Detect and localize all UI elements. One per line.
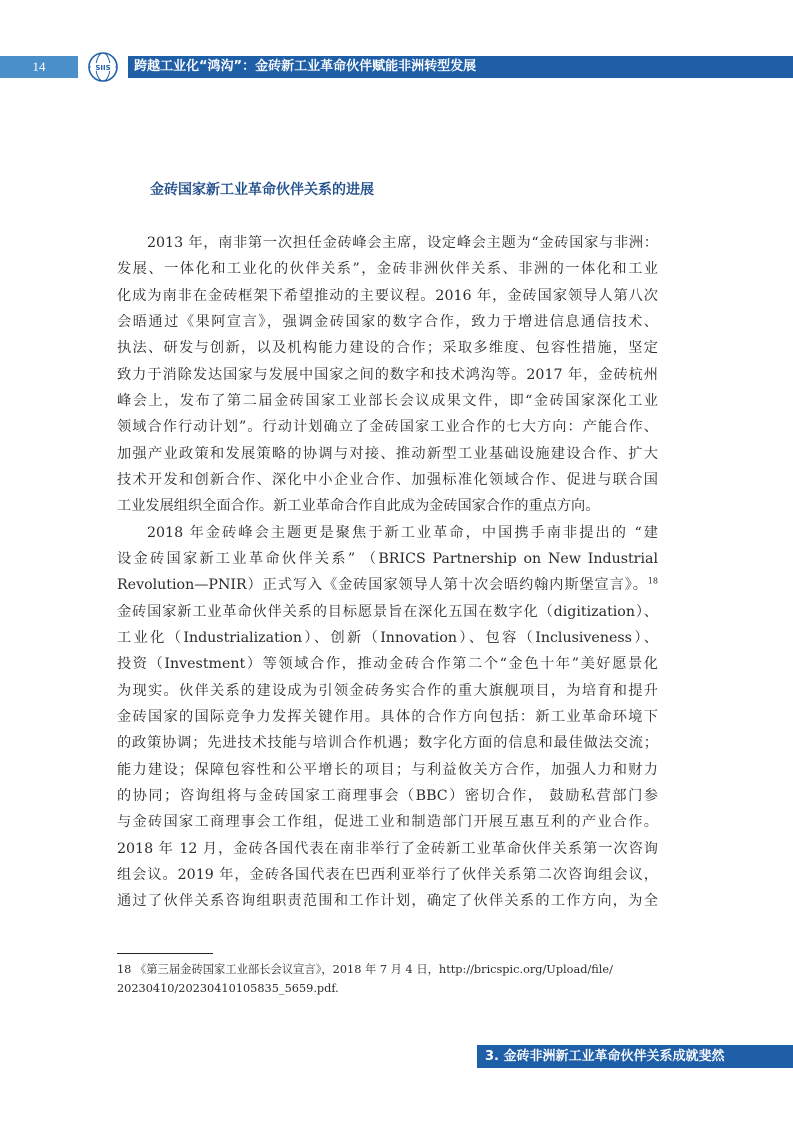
running-header-title: 跨越工业化“鸿沟”：金砖新工业革命伙伴赋能非洲转型发展 (128, 56, 793, 78)
paragraph-line: 设金砖国家新工业革命伙伴关系” （BRICS Partnership on New Industrial (117, 550, 658, 567)
paragraph-line: 组会议。2019 年，金砖各国代表在巴西利亚举行了伙伴关系第二次咨询组会议， (117, 866, 658, 883)
paragraph-line: 2018 年 12 月，金砖各国代表在南非举行了金砖新工业革命伙伴关系第一次咨询 (117, 840, 658, 857)
paragraph-line: 工业发展组织全面合作。新工业革命合作自此成为金砖国家合作的重点方向。 (117, 498, 600, 515)
paragraph-line: 会晤通过《果阿宣言》，强调金砖国家的数字合作，致力于增进信息通信技术、 (117, 313, 658, 330)
paragraph-line: 致力于消除发达国家与发展中国家之间的数字和技术鸿沟等。2017 年，金砖杭州 (117, 366, 658, 383)
chapter-footer: 3. 金砖非洲新工业革命伙伴关系成就斐然 (477, 1045, 793, 1068)
paragraph-line: 通过了伙伴关系咨询组职责范围和工作计划，确定了伙伴关系的工作方向，为全 (117, 893, 658, 910)
paragraph-line: 2013 年，南非第一次担任金砖峰会主席，设定峰会主题为“金砖国家与非洲： (147, 235, 658, 251)
footnote-line: 18 《第三届金砖国家工业部长会议宣言》，2018 年 7 月 4 日，http://bricspic.org/Upload/file/ (117, 963, 613, 976)
paragraph-line: 2018 年金砖峰会主题更是聚焦于新工业革命，中国携手南非提出的 “建 (147, 524, 658, 541)
svg-text:SIIS: SIIS (95, 64, 111, 72)
paragraph-line: 工业化（Industrialization）、创新（Innovation）、包容（Inclusiveness）、 (117, 629, 658, 646)
paragraph-line: 的协同；咨询组将与金砖国家工商理事会（BBC）密切合作， 鼓励私营部门参 (117, 787, 658, 804)
paragraph-line: 能力建设；保障包容性和公平增长的项目；与利益攸关方合作，加强人力和财力 (117, 761, 658, 778)
paragraph-line: 为现实。伙伴关系的建设成为引领金砖务实合作的重大旗舰项目，为培育和提升 (117, 682, 658, 699)
paragraph-line: 峰会上，发布了第二届金砖国家工业部长会议成果文件，即“金砖国家深化工业 (117, 392, 658, 409)
paragraph-line: 的政策协调；先进技术技能与培训合作机遇；数字化方面的信息和最佳做法交流； (117, 735, 658, 752)
page-number: 14 (0, 56, 78, 78)
paragraph-line: 金砖国家的国际竞争力发挥关键作用。具体的合作方向包括：新工业革命环境下 (117, 708, 658, 725)
section-heading: 金砖国家新工业革命伙伴关系的进展 (150, 182, 374, 198)
paragraph-line: 发展、一体化和工业化的伙伴关系”，金砖非洲伙伴关系、非洲的一体化和工业 (117, 261, 658, 278)
paragraph-line: 投资（Investment）等领域合作，推动金砖合作第二个“金色十年”美好愿景化 (117, 656, 658, 673)
paragraph-line: 领域合作行动计划”。行动计划确立了金砖国家工业合作的七大方向：产能合作、 (117, 419, 658, 436)
paragraph-line: 加强产业政策和发展策略的协调与对接、推动新型工业基础设施建设合作、扩大 (117, 445, 658, 462)
footnote-divider (117, 953, 213, 954)
paragraph-line: 技术开发和创新合作、深化中小企业合作、加强标准化领域合作、促进与联合国 (117, 471, 658, 488)
footnote-ref: 18 (647, 576, 658, 586)
paragraph-line: 与金砖国家工商理事会工作组，促进工业和制造部门开展互惠互利的产业合作。 (117, 814, 658, 831)
body-text (117, 230, 658, 915)
paragraph-line: 化成为南非在金砖框架下希望推动的主要议程。2016 年，金砖国家领导人第八次 (117, 287, 658, 304)
siis-logo (85, 50, 121, 84)
paragraph-line: 执法、研发与创新，以及机构能力建设的合作；采取多维度、包容性措施，坚定 (117, 340, 658, 357)
paragraph-text: Revolution—PNIR）正式写入《金砖国家领导人第十次会晤约翰内斯堡宣言》。 (117, 577, 648, 594)
footnote-line: 20230410/20230410105835_5659.pdf. (117, 982, 339, 995)
paragraph-line (117, 572, 658, 598)
footnote (117, 960, 662, 998)
paragraph-line: 金砖国家新工业革命伙伴关系的目标愿景旨在深化五国在数字化（digitization）、 (117, 603, 658, 620)
